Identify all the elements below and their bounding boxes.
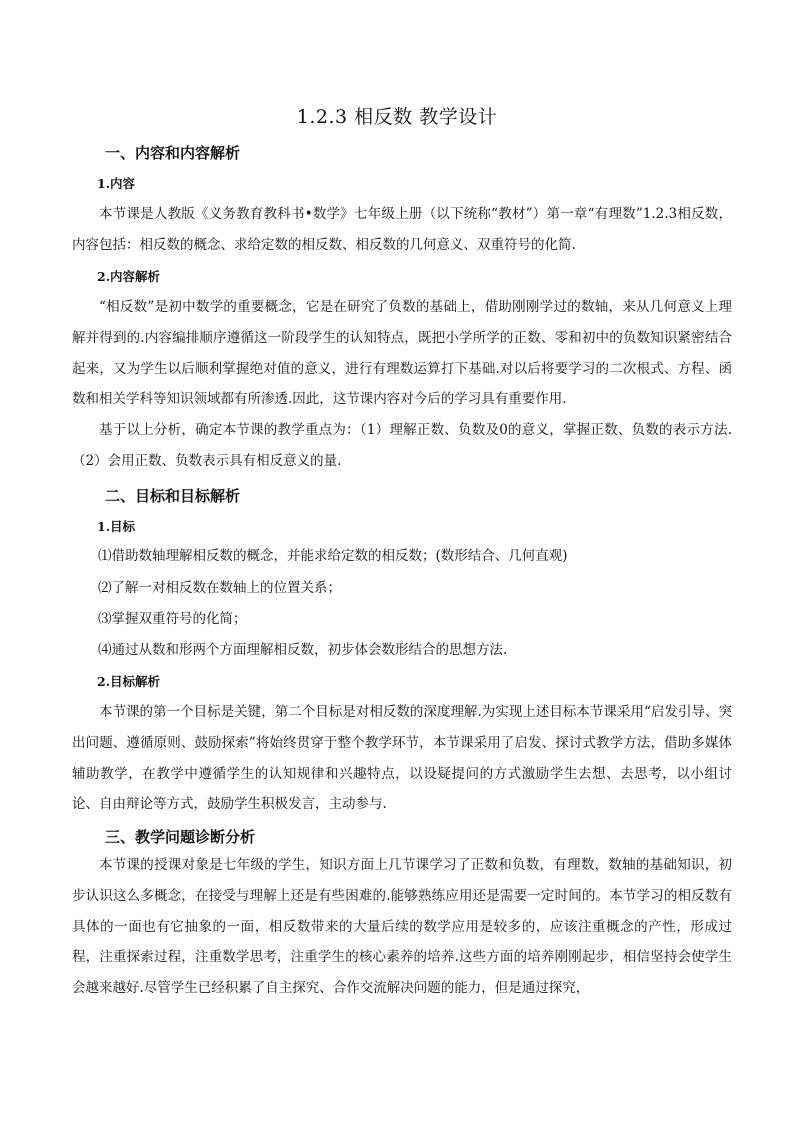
paragraph-teaching-focus: 基于以上分析，确定本节课的教学重点为：（1）理解正数、负数及0的意义，掌握正数、负数的表示方法.（2）会用正数、负数表示具有相反意义的量. — [72, 422, 732, 469]
subheading-goal-analysis: 2.目标解析 — [97, 674, 161, 689]
goal-item-1: ⑴借助数轴理解相反数的概念，并能求给定数的相反数；(数形结合、几何直观) — [98, 548, 568, 564]
document-title: 1.2.3 相反数 教学设计 — [296, 106, 498, 128]
goal-item-4: ⑷通过从数和形两个方面理解相反数，初步体会数形结合的思想方法. — [98, 642, 508, 658]
paragraph-diagnosis: 本节课的授课对象是七年级的学生，知识方面上几节课学习了正数和负数，有理数，数轴的基础知识，初步认识这么多概念，在接受与理解上还是有些困难的.能够熟练应用还是需要一定时间的。本节学习的相反数有具体的一面也有它抽象的一面，相反数带来的大量后续的数学应用是较多的，应该注重概念的产性，形成过程，注重探索过程，注重数学思考，注重学生的核心素养的培养.这些方面的培养刚刚起步，相信坚持会使学生会越来越好.尽管学生已经积累了自主探究、合作交流解决问题的能力，但是通过探究， — [72, 857, 732, 997]
paragraph-goal-analysis: 本节课的第一个目标是关键，第二个目标是对相反数的深度理解.为实现上述目标本节课采用“启发引导、突出问题、遵循原则、鼓励探索”将始终贯穿于整个教学环节，本节课采用了启发、探讨式教学方法，借助多媒体辅助教学，在教学中遵循学生的认知规律和兴趣特点，以设疑提问的方式激励学生去想、去思考，以小组讨论、自由辩论等方式，鼓励学生积极发言，主动参与. — [72, 704, 732, 813]
subheading-content-analysis: 2.内容解析 — [97, 269, 161, 284]
goal-item-3: ⑶掌握双重符号的化简； — [98, 611, 247, 627]
section-heading-content: 一、内容和内容解析 — [105, 144, 241, 162]
paragraph-content: 本节课是人教版《义务教育教科书•数学》七年级上册（以下统称“教材”）第一章“有理数”1.2.3相反数，内容包括：相反数的概念、求给定数的相反数、相反数的几何意义、双重符号的化简. — [72, 206, 732, 253]
subheading-goals: 1.目标 — [97, 519, 136, 534]
subheading-content: 1.内容 — [97, 176, 136, 191]
section-heading-diagnosis: 三、教学问题诊断分析 — [105, 828, 256, 846]
paragraph-content-analysis: “相反数”是初中数学的重要概念，它是在研究了负数的基础上，借助刚刚学过的数轴，来从几何意义上理解并得到的.内容编排顺序遵循这一阶段学生的认知特点，既把小学所学的正数、零和初中的负数知识紧密结合起来，又为学生以后顺利掌握绝对值的意义，进行有理数运算打下基础.对以后将要学习的二次根式、方程、函数和相关学科等知识领域都有所渗透.因此，这节课内容对今后的学习具有重要作用. — [72, 299, 732, 408]
section-heading-goals: 二、目标和目标解析 — [105, 487, 241, 505]
goal-item-2: ⑵了解一对相反数在数轴上的位置关系； — [98, 580, 341, 596]
